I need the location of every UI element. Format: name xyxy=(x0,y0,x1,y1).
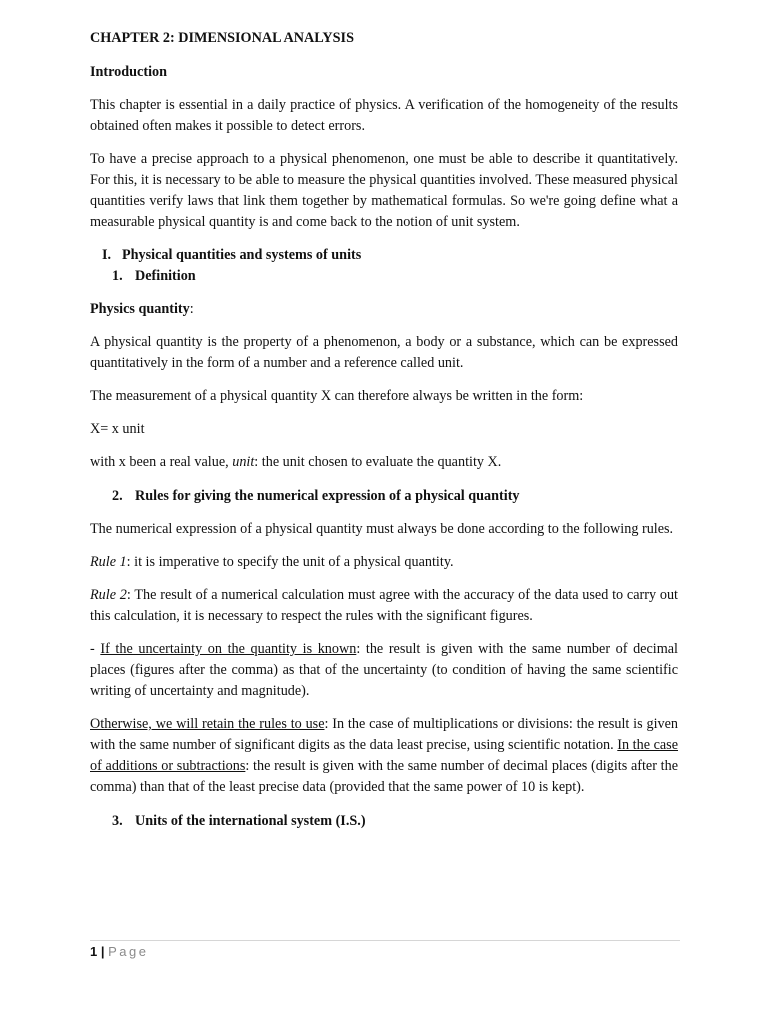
subsection-2-number: 2. xyxy=(112,488,123,504)
rule-1-text: : it is imperative to specify the unit of a physical quantity. xyxy=(126,554,454,570)
subsection-1-title: Definition xyxy=(135,268,196,284)
page-footer xyxy=(90,940,680,959)
physics-quantity-label-line xyxy=(90,299,678,320)
rule-2-paragraph xyxy=(90,585,678,627)
introduction-heading: Introduction xyxy=(90,64,167,80)
otherwise-rules-label: Otherwise, we will retain the rules to use xyxy=(90,716,325,732)
page-separator: | xyxy=(97,944,109,959)
subsection-1-number: 1. xyxy=(112,268,123,284)
formula-explanation-unit: unit xyxy=(232,454,255,470)
physics-quantity-colon: : xyxy=(189,301,194,317)
measurement-formula: X= x unit xyxy=(90,421,145,437)
section-1-heading xyxy=(90,245,678,266)
measurement-paragraph: The measurement of a physical quantity X can therefore always be written in the form: xyxy=(90,388,584,404)
known-uncertainty-prefix: - xyxy=(90,641,101,657)
introduction-paragraph-1: This chapter is essential in a daily practice of physics. A verification of the homogeneity of the results obtained often makes it possible to detect errors. xyxy=(90,97,678,134)
known-uncertainty-label: If the uncertainty on the quantity is known xyxy=(100,641,357,657)
subsection-2-heading xyxy=(90,486,678,507)
section-1-title: Physical quantities and systems of units xyxy=(122,247,362,263)
rule-2-text: : The result of a numerical calculation must agree with the accuracy of the data used to carry out this calculation, it is necessary to respect the rules with the significant figures. xyxy=(90,587,679,624)
additions-rules-text: : the result is given with the same number of decimal places (digits after the comma) than that of the least precise data (provided that the same power of 10 is kept). xyxy=(90,758,678,795)
subsection-3-title: Units of the international system (I.S.) xyxy=(135,813,366,829)
rules-intro-paragraph: The numerical expression of a physical quantity must always be done according to the following rules. xyxy=(90,521,674,537)
definition-paragraph: A physical quantity is the property of a phenomenon, a body or a substance, which can be expressed quantitatively in the form of a number and a reference called unit. xyxy=(90,334,678,371)
subsection-1-heading xyxy=(90,266,678,287)
rule-1-paragraph xyxy=(90,552,678,573)
page-content xyxy=(90,28,678,832)
formula-explanation-text-2: : the unit chosen to evaluate the quantity X. xyxy=(254,454,502,470)
chapter-title: CHAPTER 2: DIMENSIONAL ANALYSIS xyxy=(90,30,354,46)
rule-2-label: Rule 2 xyxy=(90,587,127,603)
introduction-paragraph-2: To have a precise approach to a physical phenomenon, one must be able to describe it quantitatively. For this, it is necessary to be able to measure the physical quantities involved. These measured physical quantities verify laws that link them together by mathematical formulas. So we're going define what a measurable physical quantity is and come back to the notion of unit system. xyxy=(90,151,678,230)
otherwise-rules-paragraph xyxy=(90,714,678,798)
known-uncertainty-paragraph xyxy=(90,639,678,702)
page-number: 1 xyxy=(90,944,98,959)
subsection-2-title: Rules for giving the numerical expression of a physical quantity xyxy=(135,488,520,504)
subsection-3-number: 3. xyxy=(112,813,123,829)
physics-quantity-label: Physics quantity xyxy=(90,301,190,317)
rule-1-label: Rule 1 xyxy=(90,554,127,570)
otherwise-rules-text: : In the case of multiplications or divisions: the result is given with the same number of significant digits as the data least precise, using scientific notation. xyxy=(90,716,679,753)
known-uncertainty-text: : the result is given with the same number of decimal places (figures after the comma) as that of the uncertainty (to condition of having the same scientific writing of uncertainty and magnitude). xyxy=(90,641,678,699)
subsection-3-heading xyxy=(90,811,678,832)
additions-rules-label: In the case of additions or subtractions xyxy=(90,737,679,774)
formula-explanation-text-1: with x been a real value, xyxy=(90,454,233,470)
formula-explanation xyxy=(90,452,678,473)
page-label: Page xyxy=(108,944,149,959)
section-1-numeral: I. xyxy=(102,247,112,263)
